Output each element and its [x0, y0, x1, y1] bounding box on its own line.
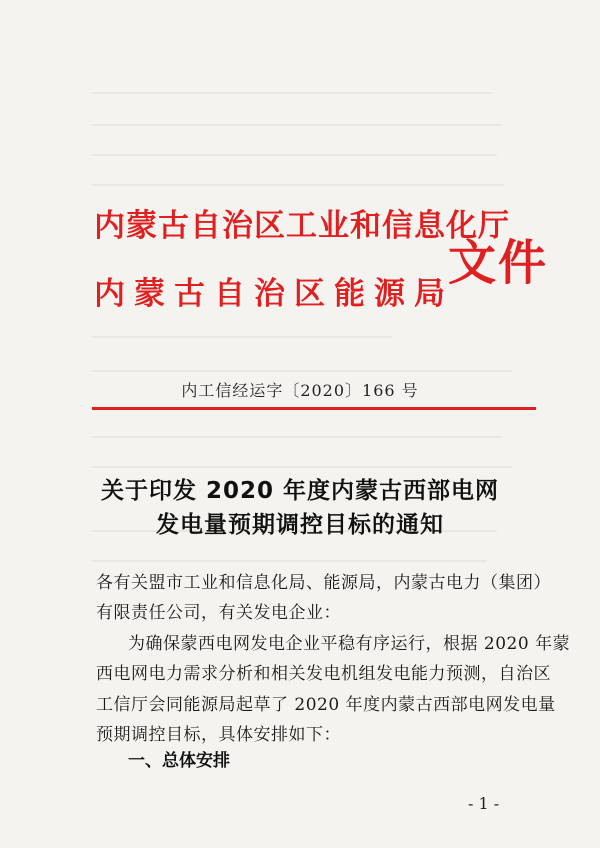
bleed-through-line	[92, 154, 497, 156]
bleed-through-line	[92, 436, 502, 438]
addressee-line-2: 有限责任公司，有关发电企业：	[96, 603, 341, 623]
addressee-line-1: 各有关盟市工业和信息化局、能源局，内蒙古电力（集团）	[96, 573, 551, 593]
section-heading-1: 一、总体安排	[128, 751, 230, 771]
bleed-through-line	[92, 560, 487, 562]
bleed-through-line	[92, 370, 512, 372]
issuer-line-2: 内蒙古自治区能源局	[94, 276, 454, 312]
bleed-through-line	[92, 92, 492, 94]
bleed-through-line	[92, 184, 504, 186]
bleed-through-line	[92, 336, 392, 338]
paragraph-line-1: 为确保蒙西电网发电企业平稳有序运行，根据 2020 年蒙	[128, 634, 571, 654]
paragraph-line-3: 工信厅会同能源局起草了 2020 年度内蒙古西部电网发电量	[96, 695, 556, 715]
paragraph-line-4: 预期调控目标，具体安排如下：	[96, 725, 341, 745]
red-divider-line	[92, 407, 536, 410]
page-number: - 1 -	[468, 794, 500, 813]
issuer-line-1: 内蒙古自治区工业和信息化厅	[94, 208, 510, 244]
paragraph-line-2: 西电网电力需求分析和相关发电机组发电能力预测，自治区	[96, 664, 551, 684]
notice-title-line-1: 关于印发 2020 年度内蒙古西部电网	[100, 478, 500, 504]
bleed-through-line	[92, 466, 512, 468]
document-label: 文件	[448, 235, 549, 291]
notice-title-line-2: 发电量预期调控目标的通知	[156, 512, 444, 538]
document-number: 内工信经运字〔2020〕166 号	[181, 381, 419, 400]
bleed-through-line	[92, 124, 502, 126]
